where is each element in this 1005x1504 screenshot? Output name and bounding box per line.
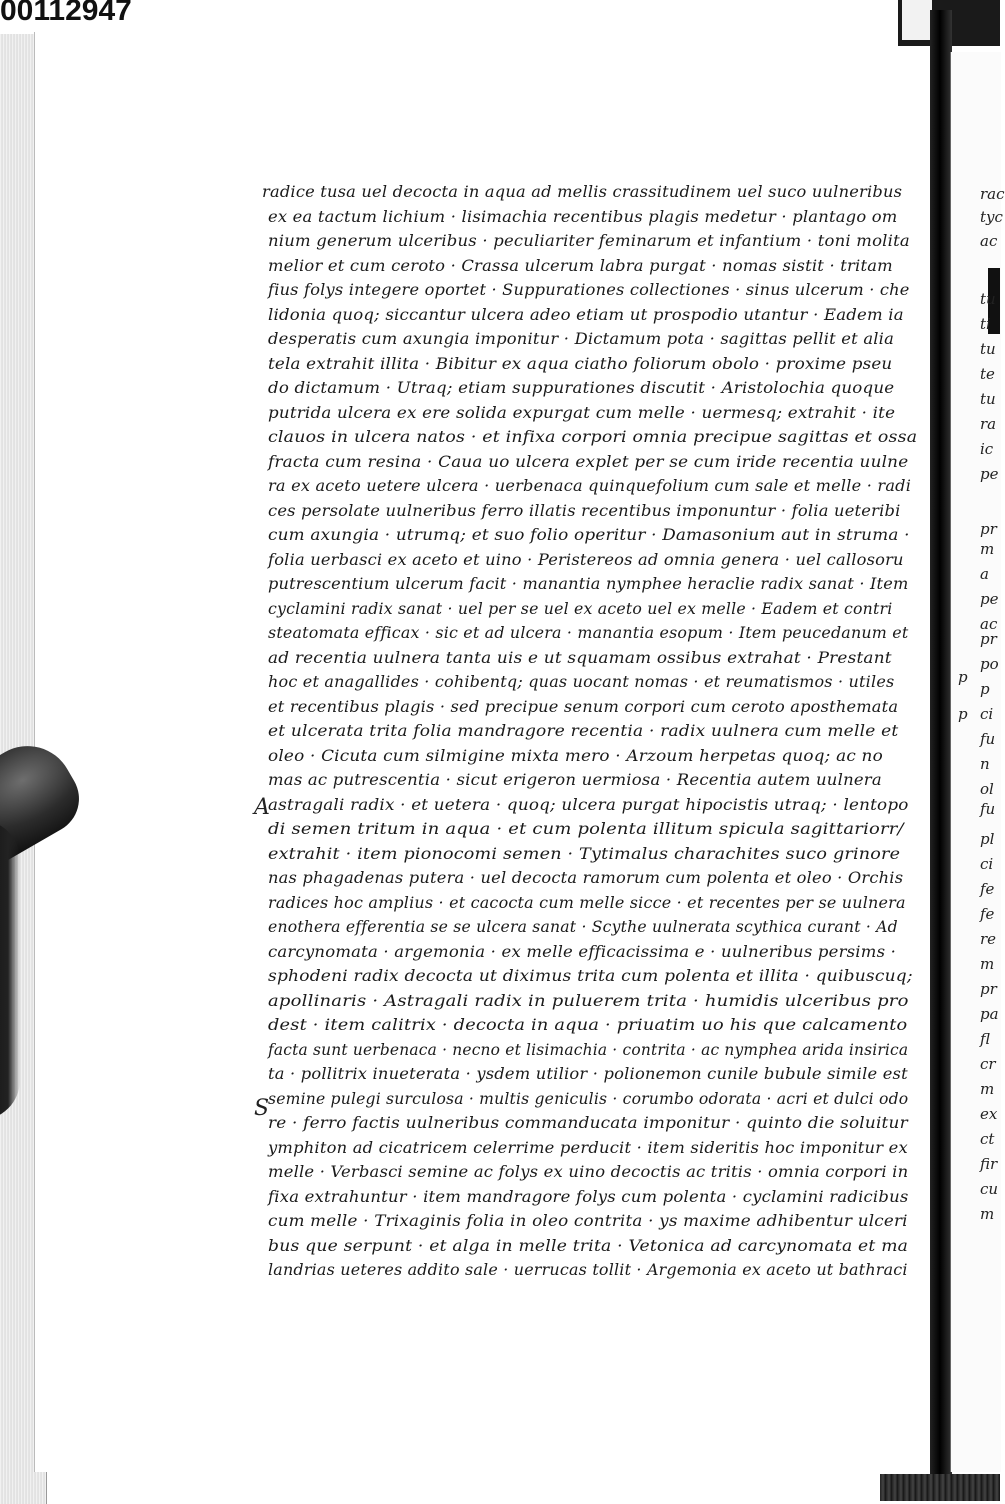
facing-page-fragment: pl	[980, 830, 995, 848]
manuscript-line: cum axungia · utrumq; et suo folio operitur · Damasonium aut in struma ·	[268, 525, 910, 544]
manuscript-line: radices hoc amplius · et cacocta cum melle sicce · et recentes per se uulnera	[268, 892, 906, 912]
manuscript-line: melle · Verbasci semine ac folys ex uino decoctis ac tritis · omnia corpori in	[268, 1162, 909, 1181]
facing-page-fragment: tu	[980, 390, 996, 408]
manuscript-line: apollinaris · Astragali radix in puluerem trita · humidis ulceribus pro	[268, 990, 909, 1010]
scan-background-bottom	[880, 1474, 1000, 1501]
facing-page-fragment: a	[980, 565, 989, 583]
manuscript-line: putrida ulcera ex ere solida expurgat cum melle · uermesq; extrahit · ite	[268, 402, 896, 422]
manuscript-line: fixa extrahuntur · item mandragore folys cum polenta · cyclamini radicibus	[268, 1186, 909, 1206]
manuscript-line: re · ferro factis uulneribus commanducata imponitur · quinto die soluitur	[268, 1113, 908, 1132]
facing-page-fragment: ci	[980, 705, 994, 723]
manuscript-line: ra ex aceto uetere ulcera · uerbenaca quinquefolium cum sale et melle · radi	[268, 476, 912, 495]
facing-page-fragment: pr	[980, 630, 997, 648]
facing-page-fragment: ti	[980, 315, 991, 333]
facing-page-fragment: fe	[980, 880, 995, 898]
manuscript-line: extrahit · item pionocomi semen · Tytimalus charachites suco grinore	[268, 843, 901, 863]
facing-page-fragment: po	[980, 655, 999, 673]
manuscript-line: cyclamini radix sanat · uel per se uel ex aceto uel ex melle · Eadem et contri	[268, 598, 893, 618]
manuscript-line: fius folys integere oportet · Suppurationes collectiones · sinus ulcerum · che	[268, 280, 910, 299]
manuscript-line: et ulcerata trita folia mandragore recentia · radix uulnera cum melle et	[268, 721, 899, 740]
facing-page-fragment: m	[980, 1080, 995, 1098]
facing-page-fragment: pa	[980, 1005, 999, 1023]
facing-page-fragment: te	[980, 365, 995, 383]
facing-page-margin-mark: p	[958, 668, 968, 686]
manuscript-line: nium generum ulceribus · peculiariter feminarum et infantium · toni molita	[268, 231, 910, 250]
manuscript-line: hoc et anagallides · cohibentq; quas uocant nomas · et reumatismos · utiles	[268, 672, 895, 691]
facing-page-fragment: fir	[980, 1155, 998, 1173]
manuscript-line: melior et cum ceroto · Crassa ulcerum labra purgat · nomas sistit · tritam	[268, 255, 893, 275]
facing-page-fragment: m	[980, 955, 995, 973]
facing-page-fragment: fu	[980, 730, 996, 748]
book-gutter	[930, 10, 952, 1490]
manuscript-line: putrescentium ulcerum facit · manantia nymphee heraclie radix sanat · Item	[268, 574, 909, 593]
facing-page-fragment: fu	[980, 800, 996, 818]
manuscript-line: bus que serpunt · et alga in melle trita · Vetonica ad carcynomata et ma	[268, 1235, 909, 1255]
facing-page-fragment: tu	[980, 290, 996, 308]
manuscript-line: folia uerbasci ex aceto et uino · Peristereos ad omnia genera · uel callosoru	[268, 549, 904, 569]
facing-page	[950, 52, 1001, 1472]
facing-page-fragment: ic	[980, 440, 994, 458]
manuscript-line: tela extrahit illita · Bibitur ex aqua ciatho foliorum obolo · proxime pseu	[268, 353, 893, 373]
facing-page-fragment: pe	[980, 465, 999, 483]
facing-page-fragment: m	[980, 1205, 995, 1223]
manuscript-line: cum melle · Trixaginis folia in oleo contrita · ys maxime adhibentur ulceri	[268, 1211, 908, 1230]
manuscript-line: di semen tritum in aqua · et cum polenta illitum spicula sagittariorr/	[268, 819, 904, 838]
manuscript-line: landrias ueteres addito sale · uerrucas tollit · Argemonia ex aceto ut bathraci	[268, 1260, 908, 1279]
manuscript-line: carcynomata · argemonia · ex melle efficacissima e · uulneribus persims ·	[268, 941, 897, 961]
facing-page-fragment: n	[980, 755, 990, 773]
marginal-initial-a: A	[254, 795, 270, 820]
manuscript-line: sphodeni radix decocta ut diximus trita cum polenta et illita · quibuscuq;	[268, 966, 913, 985]
facing-page-fragment: ci	[980, 855, 994, 873]
facing-page-fragment: ac	[980, 232, 998, 250]
facing-page-fragment: tu	[980, 340, 996, 358]
facing-page-fragment: cu	[980, 1180, 999, 1198]
manuscript-line: enothera efferentia se se ulcera sanat · Scythe uulnerata scythica curant · Ad	[268, 917, 898, 936]
manuscript-line: et recentibus plagis · sed precipue senum corpori cum ceroto aposthemata	[268, 696, 899, 716]
facing-page-fragment: ct	[980, 1130, 995, 1148]
manuscript-line: steatomata efficax · sic et ad ulcera · manantia esopum · Item peucedanum et	[268, 623, 909, 642]
facing-page-fragment: cr	[980, 1055, 996, 1073]
hand-shadow	[0, 820, 20, 1120]
manuscript-line: desperatis cum axungia imponitur · Dictamum pota · sagittas pellit et alia	[268, 329, 895, 348]
manuscript-line: lidonia quoq; siccantur ulcera adeo etiam ut prospodio utantur · Eadem ia	[268, 304, 904, 324]
manuscript-line: ces persolate uulneribus ferro illatis recentibus imponuntur · folia ueteribi	[268, 500, 901, 520]
manuscript-line: clauos in ulcera natos · et infixa corpori omnia precipue sagittas et ossa	[268, 427, 918, 446]
manuscript-line: ex ea tactum lichium · lisimachia recentibus plagis medetur · plantago om	[268, 206, 898, 226]
facing-page-fragment: re	[980, 930, 997, 948]
facing-page-fragment: ra	[980, 415, 997, 433]
facing-page-fragment: rac	[980, 185, 1005, 203]
manuscript-line: mas ac putrescentia · sicut erigeron uermiosa · Recentia autem uulnera	[268, 770, 882, 789]
manuscript-line: oleo · Cicuta cum silmigine mixta mero · Arzoum herpetas quoq; ac no	[268, 745, 883, 765]
manuscript-line: radice tusa uel decocta in aqua ad mellis crassitudinem uel suco uulneribus	[262, 182, 903, 201]
manuscript-line: do dictamum · Utraq; etiam suppurationes discutit · Aristolochia quoque	[268, 378, 895, 397]
facing-page-fragment: ol	[980, 780, 994, 798]
facing-page-fragment: m	[980, 540, 995, 558]
facing-page-fragment: tyc	[980, 208, 1003, 226]
manuscript-line: nas phagadenas putera · uel decocta ramorum cum polenta et oleo · Orchis	[268, 868, 904, 887]
facing-page-fragment: pr	[980, 980, 997, 998]
manuscript-line: ymphiton ad cicatricem celerrime perducit · item sideritis hoc imponitur ex	[268, 1137, 908, 1157]
facing-page-fragment: pe	[980, 590, 999, 608]
facing-page-fragment: ac	[980, 615, 998, 633]
manuscript-line: astragali radix · et uetera · quoq; ulcera purgat hipocistis utraq; · lentopo	[268, 794, 909, 814]
manuscript-line: ad recentia uulnera tanta uis e ut squamam ossibus extrahat · Prestant	[268, 647, 892, 667]
page-corner	[902, 0, 932, 40]
facing-page-fragment: p	[980, 680, 990, 698]
manuscript-line: semine pulegi surculosa · multis geniculis · corumbo odorata · acri et dulci odo	[268, 1088, 909, 1108]
facing-page-margin-mark: p	[958, 705, 968, 723]
marginal-initial-s: S	[254, 1096, 270, 1121]
facing-page-fragment: fe	[980, 905, 995, 923]
manuscript-line: dest · item calitrix · decocta in aqua · priuatim uo his que calcamento	[268, 1015, 908, 1034]
facing-page-fragment: fl	[980, 1030, 991, 1048]
manuscript-line: facta sunt uerbenaca · necno et lisimachia · contrita · ac nymphea arida insirica	[268, 1039, 909, 1059]
manuscript-line: fracta cum resina · Caua uo ulcera explet per se cum iride recentia uulne	[268, 451, 909, 471]
manuscript-line: ta · pollitrix inueterata · ysdem utilior · polionemon cunile bubule simile est	[268, 1064, 908, 1083]
facing-page-fragment: ex	[980, 1105, 998, 1123]
facing-page-fragment: pr	[980, 520, 997, 538]
scan-identifier: 00112947	[0, 0, 132, 27]
